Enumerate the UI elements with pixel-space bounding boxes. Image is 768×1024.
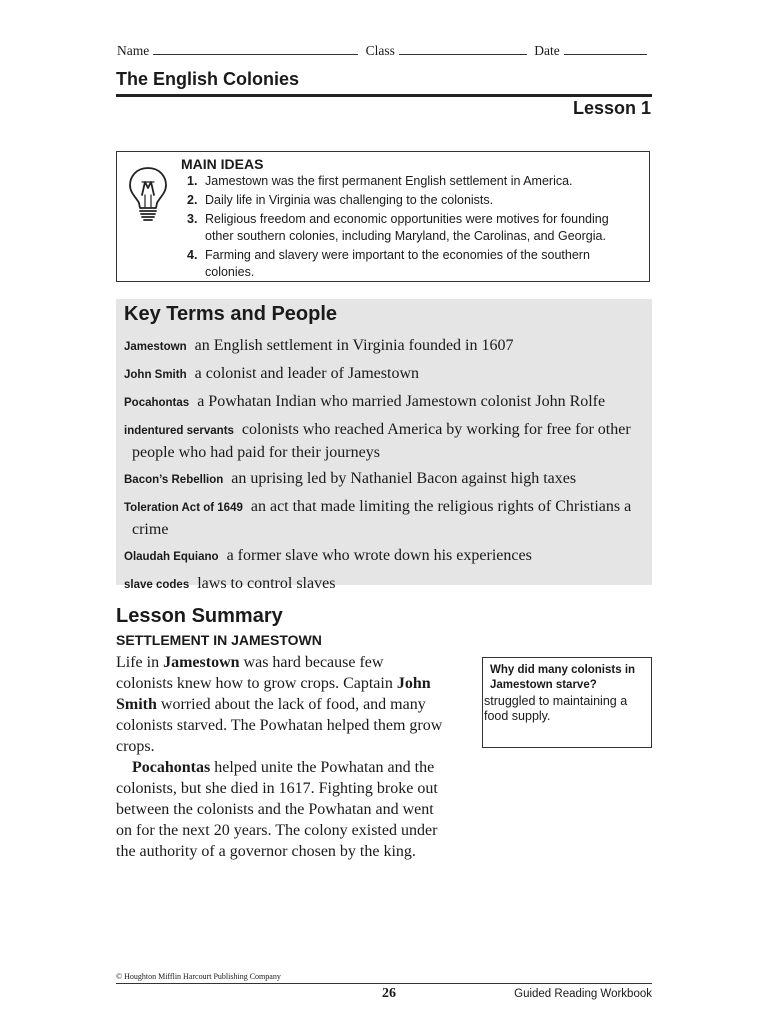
page-number: 26 <box>382 986 396 1001</box>
term-definition: laws to control slaves <box>197 575 336 592</box>
main-idea-item: 4. Farming and slavery were important to the economies of the southern colonies. <box>187 248 590 279</box>
term-name: Toleration Act of 1649 <box>124 502 243 514</box>
term-item <box>124 335 644 358</box>
summary-paragraph: Pocahontas helped unite the Powhatan and the colonists, but she died in 1617. Fighting broke out between the colonists and the Powhatan and went on for the next 20 years. The colony existed under the authority of a governor chosen by the king. <box>116 759 438 860</box>
copyright-notice: © Houghton Mifflin Harcourt Publishing Company <box>116 972 281 981</box>
term-highlight: Pocahontas <box>132 759 211 776</box>
term-item <box>124 363 644 386</box>
term-definition: colonists who reached America by working for free for other people who had paid for their journeys <box>132 421 631 461</box>
term-item <box>124 468 644 491</box>
workbook-label: Guided Reading Workbook <box>514 988 652 1000</box>
lesson-label: Lesson 1 <box>572 98 651 118</box>
term-name: Pocahontas <box>124 397 190 409</box>
summary-paragraph: Life in Jamestown was hard because few colonists knew how to grow crops. Captain John Smith worried about the lack of food, and many colonists starved. The Powhatan helped them grow crops. <box>116 654 443 755</box>
date-label: Date <box>534 43 560 58</box>
term-definition: a former slave who wrote down his experiences <box>226 547 532 564</box>
term-definition: a Powhatan Indian who married Jamestown colonist John Rolfe <box>197 393 606 410</box>
key-terms-list <box>124 335 644 601</box>
term-definition: an English settlement in Virginia founded in 1607 <box>194 337 514 354</box>
margin-question-box[interactable] <box>482 657 652 748</box>
student-info-line <box>117 43 652 59</box>
lightbulb-icon <box>125 162 171 224</box>
term-definition: an act that made limiting the religious rights of Christians a crime <box>132 498 632 538</box>
question-text: Why did many colonists in Jamestown starve? <box>490 664 636 691</box>
answer-field[interactable]: struggled to maintaining a food supply. <box>484 694 628 723</box>
term-item <box>124 573 644 596</box>
term-name: Jamestown <box>124 341 187 353</box>
term-item <box>124 391 644 414</box>
main-idea-item: 2. Daily life in Virginia was challenging to the colonists. <box>187 193 494 207</box>
term-name: Bacon’s Rebellion <box>124 474 224 486</box>
term-name: slave codes <box>124 579 190 591</box>
term-name: indentured servants <box>124 425 234 437</box>
term-definition: a colonist and leader of Jamestown <box>194 365 419 382</box>
term-definition: an uprising led by Nathaniel Bacon against high taxes <box>231 470 577 487</box>
term-item <box>124 419 644 463</box>
main-idea-item: 1. Jamestown was the first permanent English settlement in America. <box>187 174 573 188</box>
lesson-summary-heading: Lesson Summary <box>116 605 283 627</box>
class-blank <box>399 43 527 55</box>
name-label: Name <box>117 43 150 58</box>
summary-body <box>116 652 444 862</box>
main-ideas-box <box>116 151 650 282</box>
term-highlight: Jamestown <box>163 654 240 671</box>
main-ideas-heading: MAIN IDEAS <box>181 156 264 172</box>
main-idea-item: 3. Religious freedom and economic opportunities were motives for founding other southern colonies, including Maryland, the Carolinas, and Georgia. <box>187 212 609 243</box>
name-blank <box>153 43 358 55</box>
key-terms-heading: Key Terms and People <box>124 303 338 325</box>
term-item <box>124 545 644 568</box>
main-ideas-list <box>187 173 632 283</box>
footer-divider <box>116 983 652 984</box>
date-blank <box>564 43 647 55</box>
section-heading: SETTLEMENT IN JAMESTOWN <box>116 632 322 648</box>
term-highlight: John Smith <box>116 675 431 713</box>
title-divider <box>116 94 652 97</box>
class-label: Class <box>365 43 395 58</box>
term-item <box>124 496 644 540</box>
key-terms-panel <box>116 299 652 592</box>
term-name: John Smith <box>124 369 187 381</box>
page-title: The English Colonies <box>116 69 300 89</box>
term-name: Olaudah Equiano <box>124 551 219 563</box>
